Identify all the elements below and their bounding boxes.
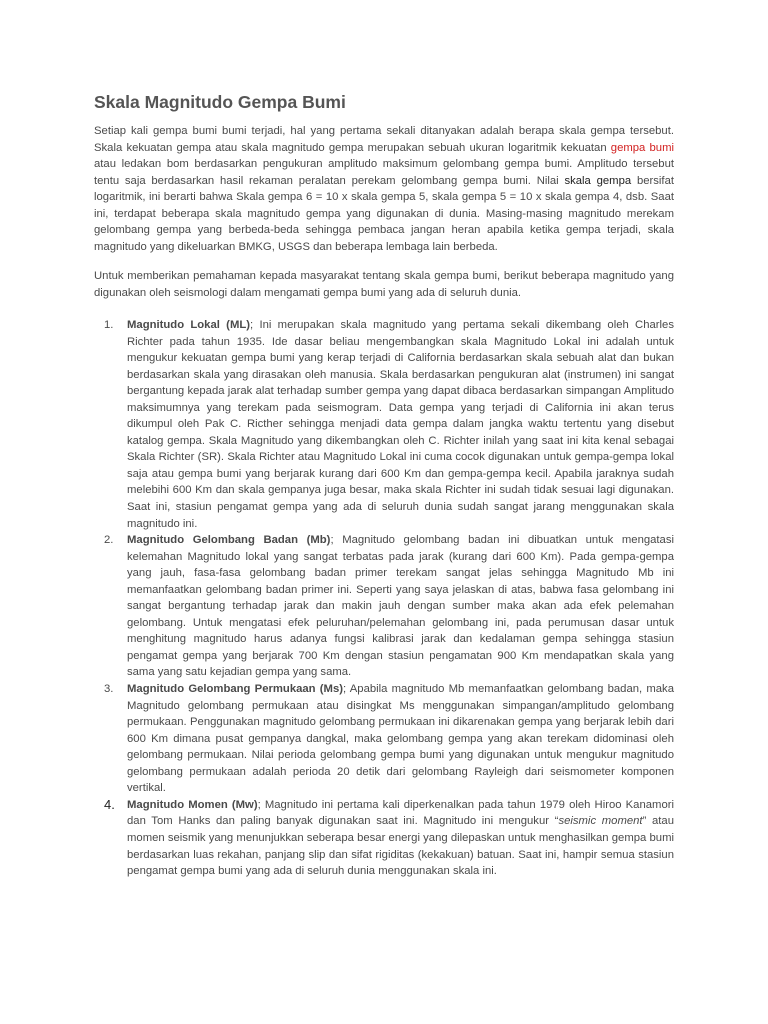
item-term: Magnitudo Gelombang Badan (Mb)	[127, 534, 331, 547]
item-number: 1.	[104, 319, 114, 331]
item-text: ; Magnitudo gelombang badan ini dibuatkan untuk mengatasi kelemahan Magnitudo lokal yang sangat terbatas pada jarak (kurang dari 600 Km). Pada gempa-gempa yang jauh, fasa-fasa gelombang badan primer terekam sangat jelas sehingga Magnitudo Mb ini memanfaatkan gelombang badan primer ini. Seperti yang saya jelaskan di atas, babwa fasa gelombang ini sangat bergantung terhadap jarak dan makin jauh dengan sumber maka akan ada efek pelemahan gelombang. Untuk mengatasi efek peluruhan/pelemahan gelombang ini, pada perumusan dasar untuk menghitung magnitudo harus adanya fungsi kalibrasi jarak dan kedalaman gempa sehingga stasiun pengamat gempa yang berjarak 700 Km dengan stasiun pengamatan 900 Km mendapatkan skala yang sama yang satu kejadian gempa yang sama.	[127, 534, 674, 679]
list-item	[94, 317, 674, 532]
item-term: Magnitudo Momen (Mw)	[127, 798, 258, 811]
item-text: ; Apabila magnitudo Mb memanfaatkan gelombang badan, maka Magnitudo gelombang permukaan atau disingkat Ms menggunakan simpangan/amplitudo gelombang permukaan. Penggunakan magnitudo gelombang permukaan ini dikarenakan gempa yang berjarak lebih dari 600 Km dimana pusat gempanya dangkal, maka gelombang gempa yang akan terekam didominasi oleh gelombang permukaan. Nilai perioda gelombang gempa bumi yang digunakan untuk mengukur magnitudo gelombang permukaan adalah perioda 20 detik dari gelombang Rayleigh dari seismometer komponen vertikal.	[127, 683, 674, 795]
item-text-a: ; Magnitudo ini pertama kali diperkenalkan pada tahun 1979 oleh Hiroo Kanamori dan Tom Hanks dan paling banyak digunakan saat ini. Magnitudo ini mengukur “	[127, 798, 674, 828]
list-item	[94, 797, 674, 880]
item-term: Magnitudo Gelombang Permukaan (Ms)	[127, 683, 344, 696]
intro-text-3: bersifat logaritmik, ini berarti bahwa Skala gempa 6 = 10 x skala gempa 5, skala gempa 5 = 10 x skala gempa 4, dsb. Saat ini, terdapat beberapa skala magnitudo gempa yang digunakan di dunia. Masing-masing magnitudo merekam gelombang gempa yang berbeda-beda sehingga pembaca jangan heran apabila ketika gempa terjadi, skala magnitudo yang dikeluarkan BMKG, USGS dan beberapa lembaga lain berbeda.	[94, 174, 674, 253]
item-emphasis: seismic moment	[558, 815, 643, 828]
magnitude-list	[94, 317, 674, 880]
item-text-b: ” atau momen seismik yang menunjukkan seberapa besar energi yang dilepaskan untuk menghasilkan gempa bumi berdasarkan luas rekahan, panjang slip dan sifat rigiditas (kekakuan) batuan. Saat ini, hampir semua stasiun pengamat gempa bumi yang ada di seluruh dunia menggunakan skala ini.	[127, 815, 674, 878]
list-item	[94, 681, 674, 797]
link-gempa-bumi[interactable]: gempa bumi	[610, 141, 675, 154]
intro-paragraph	[94, 123, 674, 255]
item-number: 3.	[104, 683, 114, 696]
item-number: 2.	[104, 534, 114, 547]
link-skala-gempa[interactable]: skala gempa	[564, 174, 632, 187]
item-number: 4.	[104, 796, 115, 812]
intro-paragraph-2: Untuk memberikan pemahaman kepada masyarakat tentang skala gempa bumi, berikut beberapa magnitudo yang digunakan oleh seismologi dalam mengamati gempa bumi yang ada di seluruh dunia.	[94, 270, 674, 299]
intro-text-2: atau ledakan bom berdasarkan pengukuran amplitudo maksimum gelombang gempa bumi. Amplitudo tersebut tentu saja berdasarkan hasil rekaman peralatan perekam gelombang gempa bumi. Nilai	[94, 158, 674, 187]
page-title: Skala Magnitudo Gempa Bumi	[94, 92, 346, 112]
intro-text-1: Setiap kali gempa bumi bumi terjadi, hal yang pertama sekali ditanyakan adalah berapa skala gempa tersebut. Skala kekuatan gempa atau skala magnitudo gempa merupakan sebuah ukuran logaritmik kekuatan	[94, 125, 674, 154]
list-item	[94, 532, 674, 681]
item-term: Magnitudo Lokal (ML)	[127, 319, 251, 331]
item-text: ; Ini merupakan skala magnitudo yang pertama sekali dikembang oleh Charles Richter pada tahun 1935. Ide dasar beliau mengembangkan skala Magnitudo Lokal ini adalah untuk mengukur kekuatan gempa bumi yang kerap terjadi di California berdasarkan skala sebuah alat dan bukan berdasarkan skala yang dirasakan oleh manusia. Skala berdasarkan pengukuran alat (instrumen) ini sangat bergantung kepada jarak alat terhadap sumber gempa yang dapat dibaca berdasarkan simpangan Amplitudo maksimumnya yang terekam pada seismogram. Data gempa yang terjadi di California ini akan terus dikumpul oleh Pak C. Ricther sehingga menjadi data gempa dalam jangka waktu tertentu yang disebut katalog gempa. Skala Magnitudo yang dikembangkan oleh C. Richter inilah yang saat ini kita kenal sebagai Skala Richter (SR). Skala Richter atau Magnitudo Lokal ini cuma cocok digunakan untuk gempa-gempa lokal saja atau gempa bumi yang berjarak kurang dari 600 Km dan gempa-gempa kecil. Apabila jaraknya sudah melebihi 600 Km dan skala gempanya juga besar, maka skala Richter ini sudah tidak sesuai lagi digunakan. Saat ini, stasiun pengamat gempa yang ada di seluruh dunia sudah sangat jarang menggunakan skala magnitudo ini.	[127, 319, 674, 530]
